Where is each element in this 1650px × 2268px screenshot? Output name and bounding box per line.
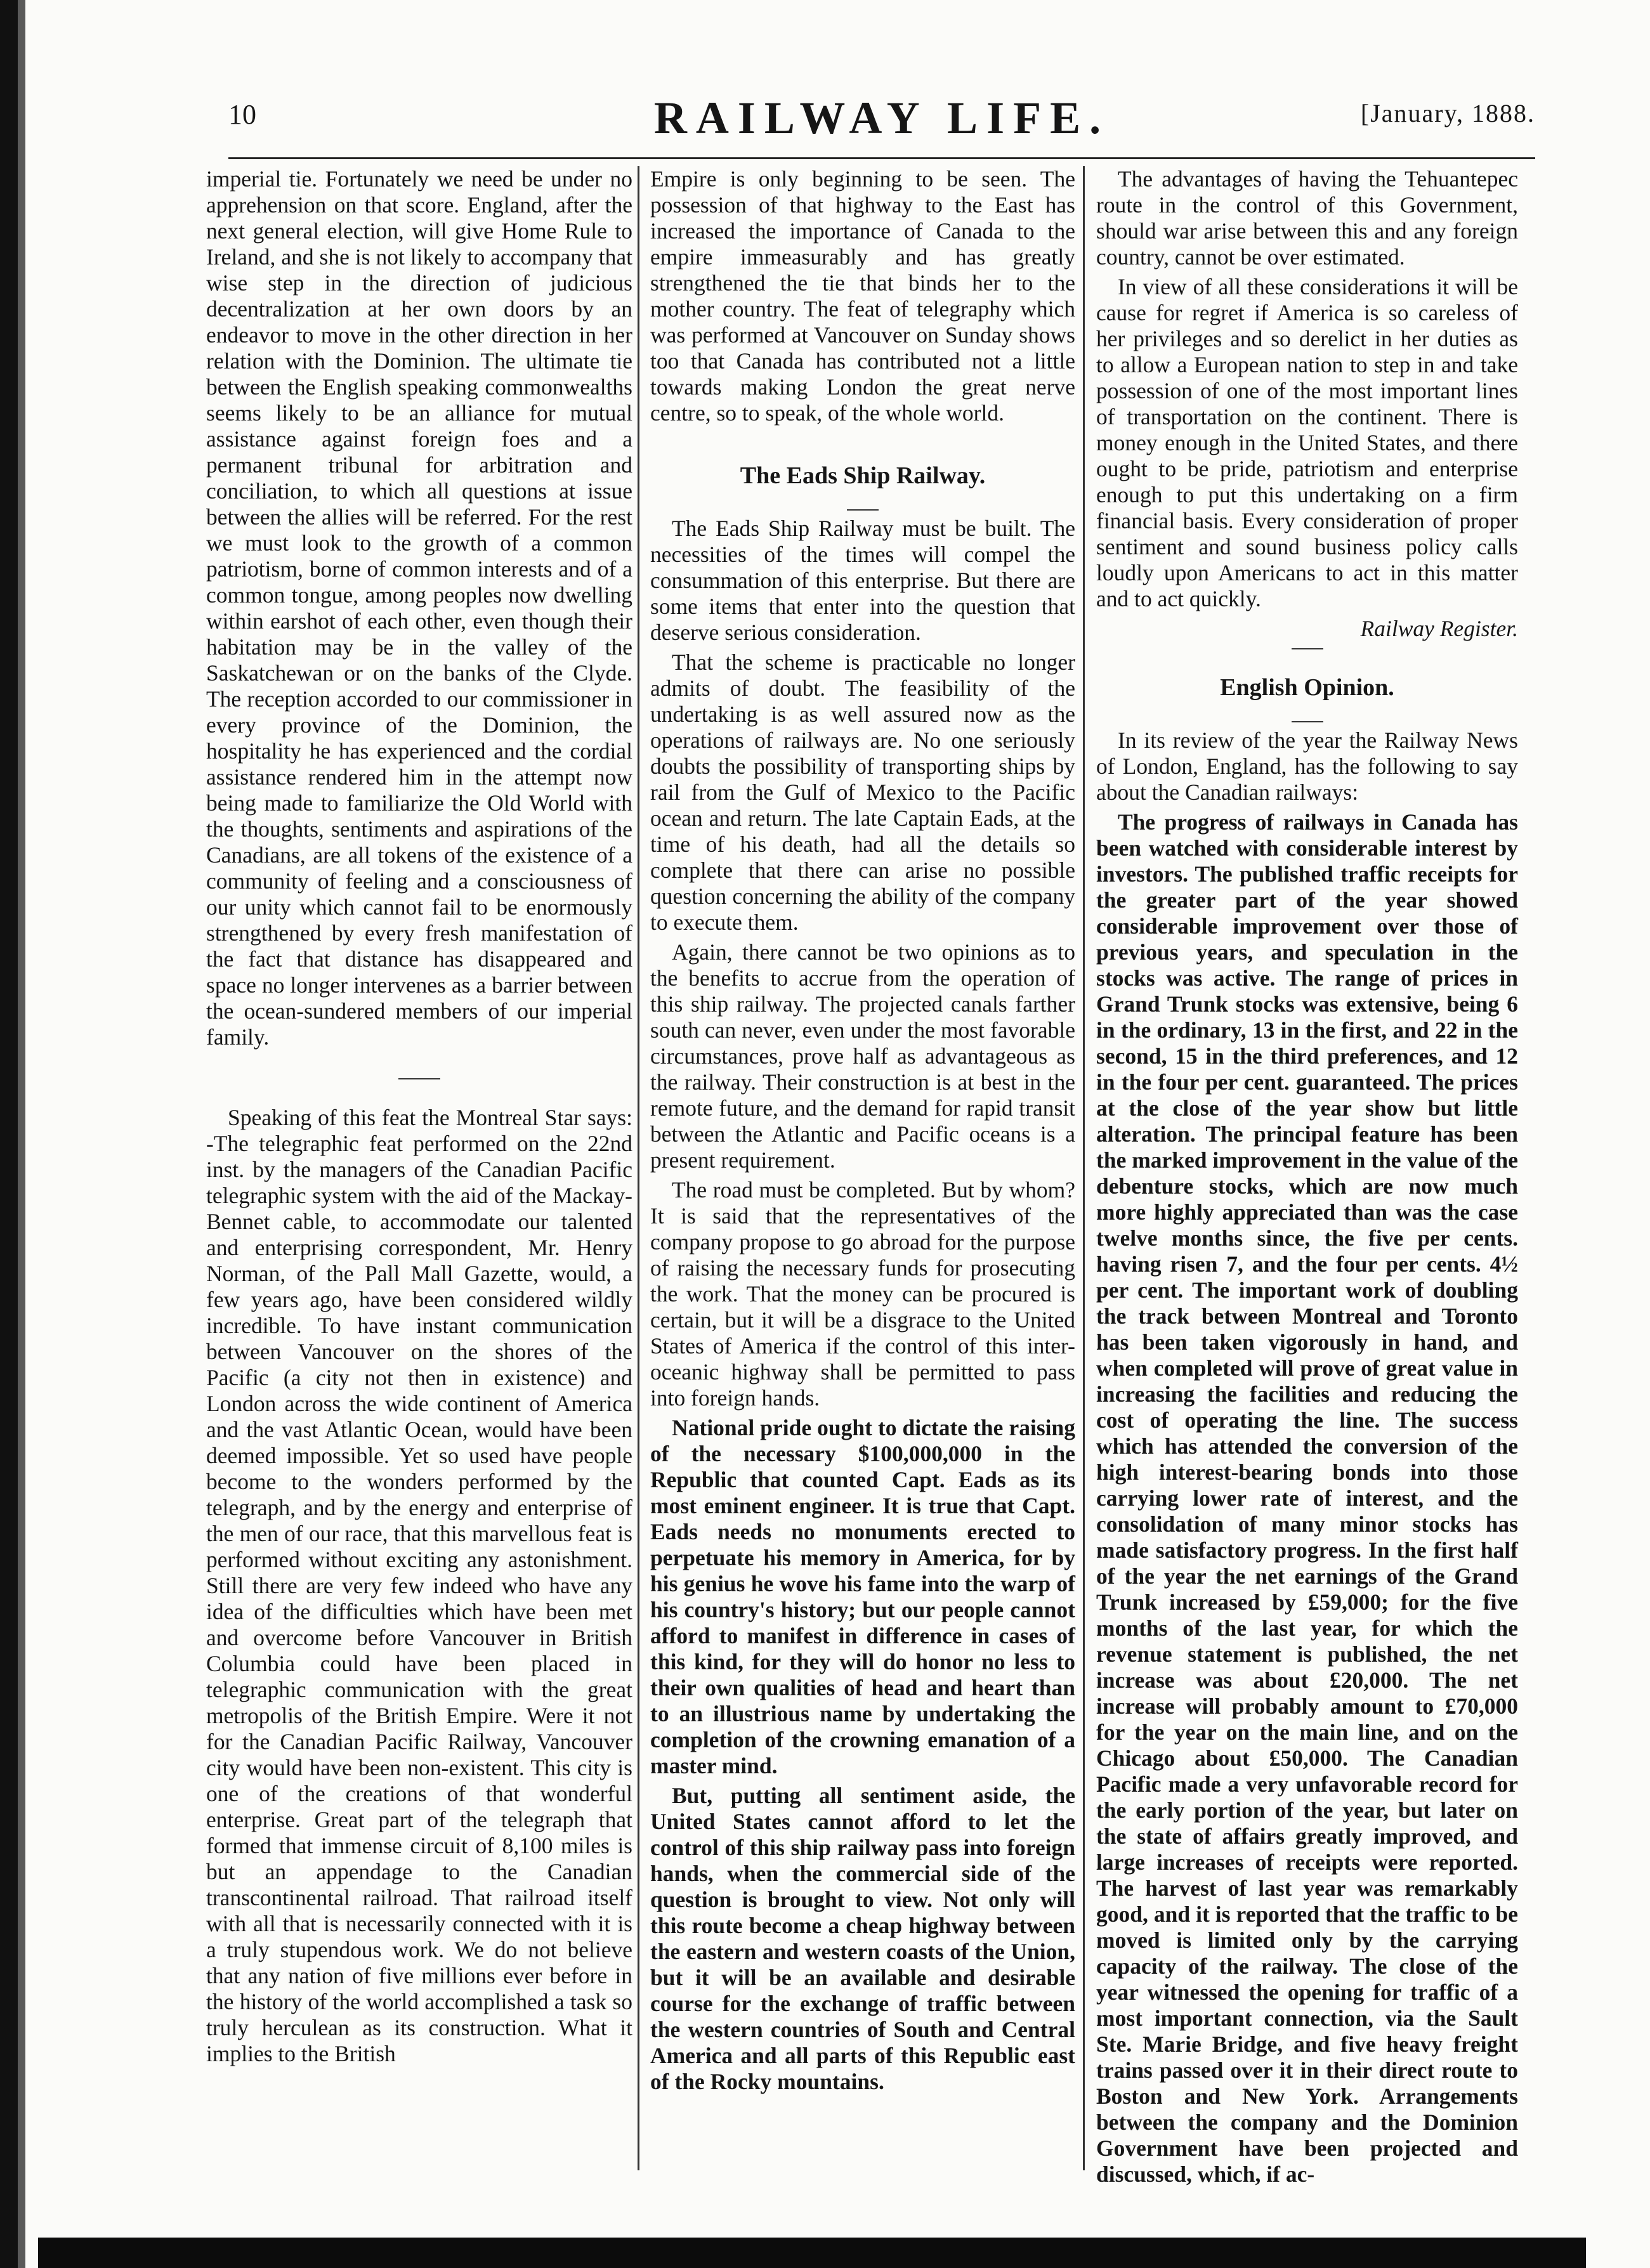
article-paragraph: In view of all these considerations it will be cause for regret if America is so careless of her privileges and so derelict in her duties as to allow a European nation to step in and take possession of one of the most important lines of transportation on the continent. There is money enough in the United States, and there ought to be pride, patriotism and enterprise enough to put this undertaking on a firm financial basis. Every consideration of proper sentiment and sound business policy calls loudly upon Americans to act in this matter and to act quickly. <box>1096 274 1518 611</box>
article-paragraph: imperial tie. Fortunately we need be under no apprehension on that score. England, after the next general election, will give Home Rule to Ireland, and she is not likely to accompany that wise step in the direction of judicious decentralization at her own doors by an endeavor to move in the other direction in her relation with the Dominion. The ultimate tie between the English speaking commonwealths seems likely to be an alliance for mutual assistance against foreign foes and a permanent tribunal for arbitration and conciliation, to which all questions at issue between the allies will be referred. For the rest we must look to the growth of a common patriotism, borne of common interests and of a common tongue, among peoples now dwelling within earshot of each other, even though their habitation may be in the valley of the Saskatchewan or on the banks of the Clyde. The reception accorded to our commissioner in every province of the Dominion, the hospitality he has experienced and the cordial assistance rendered him in the attempt now being made to familiarize the Old World with the thoughts, sentiments and aspirations of the Canadians, are all tokens of the existence of a community of feeling and a consciousness of our unity which cannot fail to be enormously strengthened by every fresh manifestation of the fact that distance has disappeared and space no longer intervenes as a barrier between the ocean-sundered members of our imperial family. <box>206 166 632 1050</box>
article-paragraph: In its review of the year the Railway News of London, England, has the following to say about the Canadian railways: <box>1096 727 1518 805</box>
article-paragraph: Empire is only beginning to be seen. The possession of that highway to the East has increased the importance of Canada to the empire immeasurably and has greatly strengthened the tie that binds her to the mother country. The feat of telegraphy which was performed at Vancouver on Sunday shows too that Canada has contributed not a little towards making London the great nerve centre, so to speak, of the whole world. <box>650 166 1075 426</box>
heading-rule <box>847 509 879 511</box>
article-heading: The Eads Ship Railway. <box>740 462 986 489</box>
scan-edge-bottom <box>38 2238 1586 2268</box>
article-paragraph: The road must be completed. But by whom? It is said that the representatives of the company propose to go abroad for the purpose of raising the necessary funds for prosecuting the work. That the money can be procured is certain, but it will be a disgrace to the United States of America if the control of this inter-oceanic highway shall be permitted to pass into foreign hands. <box>650 1177 1075 1411</box>
scan-edge-left <box>0 0 18 2268</box>
article-paragraph: Again, there cannot be two opinions as to the benefits to accrue from the operation of this ship railway. The projected canals farther south can never, even under the most favorable circumstances, prove half as advantageous as the railway. Their construction is at best in the remote future, and the demand for rapid transit between the Atlantic and Pacific oceans is a present requirement. <box>650 939 1075 1173</box>
column-divider-2 <box>1083 166 1085 2170</box>
article-source: Railway Register. <box>1360 616 1518 641</box>
column-1 <box>206 166 632 2071</box>
column-divider-1 <box>638 166 639 2170</box>
masthead-title: RAILWAY LIFE. <box>653 93 1110 143</box>
article-paragraph: The Eads Ship Railway must be built. The necessities of the times will compel the consummation of this enterprise. But there are some items that enter into the question that deserve serious consideration. <box>650 516 1075 645</box>
column-3 <box>1096 166 1518 2191</box>
article-paragraph: That the scheme is practicable no longer admits of doubt. The feasibility of the undertaking is as well assured now as the operations of railways are. No one seriously doubts the possibility of transporting ships by rail from the Gulf of Mexico to the Pacific ocean and return. The late Captain Eads, at the time of his death, had all the details so complete that there can arise no possible question concerning the ability of the company to execute them. <box>650 649 1075 935</box>
article-heading: English Opinion. <box>1220 674 1394 701</box>
article-paragraph: National pride ought to dictate the raising of the necessary $100,000,000 in the Republic that counted Capt. Eads as its most eminent engineer. It is true that Capt. Eads needs no monuments erected to perpetuate his memory in America, for by his genius he wove his fame into the warp of his country's history; but our people cannot afford to manifest in difference in cases of this kind, for they will do honor no less to their own qualities of head and heart than to an illustrious name by undertaking the completion of the crowning emanation of a master mind. <box>650 1415 1075 1778</box>
article-paragraph: But, putting all sentiment aside, the United States cannot afford to let the control of this ship railway pass into foreign hands, when the commercial side of the question is brought to view. Not only will this route become a cheap highway between the eastern and western coasts of the Union, but it will be an available and desirable course for the exchange of traffic between the western countries of South and Central America and all parts of this Republic east of the Rocky mountains. <box>650 1783 1075 2094</box>
section-separator <box>1292 648 1323 649</box>
page-header <box>228 92 1535 149</box>
article-paragraph: The advantages of having the Tehuantepec route in the control of this Government, should war arise between this and any foreign country, cannot be over estimated. <box>1096 166 1518 270</box>
article-paragraph: The progress of railways in Canada has been watched with considerable interest by investors. The published traffic receipts for the greater part of the year showed considerable improvement over those of previous years, and speculation in the stocks was active. The range of prices in Grand Trunk stocks was extensive, being 6 in the ordinary, 13 in the first, and 22 in the second, 15 in the third preferences, and 12 in the four per cent. guaranteed. The prices at the close of the year show but little alteration. The principal feature has been the marked improvement in the value of the debenture stocks, which are now much more highly appreciated than was the case twelve months since, the five per cents. having risen 7, and the four per cents. 4½ per cent. The important work of doubling the track between Montreal and Toronto has been taken vigorously in hand, and when completed will prove of great value in increasing the facilities and reducing the cost of operating the line. The success which has attended the conversion of the high interest-bearing bonds into those carrying lower rate of interest, and the consolidation of many minor stocks has made satisfactory progress. In the first half of the year the net earnings of the Grand Trunk increased by £59,000; for the five months of the last year, for which the revenue statement is published, the net increase was about £20,000. The net increase will probably amount to £70,000 for the year on the main line, and on the Chicago about £50,000. The Canadian Pacific made a very unfavorable record for the early portion of the year, but later on the state of affairs greatly improved, and large increases of receipts were reported. The harvest of last year was remarkably good, and it is reported that the traffic to be moved is limited only by the carrying capacity of the railway. The close of the year witnessed the opening for traffic of a most important connection, via the Sault Ste. Marie Bridge, and five heavy freight trains passed over it in their direct route to Boston and New York. Arrangements between the company and the Dominion Government have been projected and discussed, which, if ac- <box>1096 809 1518 2187</box>
column-2 <box>650 166 1075 2099</box>
issue-date: [January, 1888. <box>1360 99 1535 127</box>
article-paragraph: Speaking of this feat the Montreal Star says: -The telegraphic feat performed on the 22nd inst. by the managers of the Canadian Pacific telegraphic system with the aid of the Mackay-Bennet cable, to accommodate our talented and enterprising correspondent, Mr. Henry Norman, of the Pall Mall Gazette, would, a few years ago, have been considered wildly incredible. To have instant communication between Vancouver on the shores of the Pacific (a city not then in existence) and London across the wide continent of America and the vast Atlantic Ocean, would have been deemed impossible. Yet so used have people become to the wonders performed by the telegraph, and by the energy and enterprise of the men of our race, that this marvellous feat is performed without exciting any astonishment. Still there are very few indeed who have any idea of the difficulties which have been met and overcome before Vancouver in British Columbia could have been placed in telegraphic communication with the great metropolis of the British Empire. Were it not for the Canadian Pacific Railway, Vancouver city would have been non-existent. This city is one of the creations of that wonderful enterprise. Great part of the telegraph that formed that immense circuit of 8,100 miles is but an appendage to the Canadian transcontinental railroad. That railroad itself with all that is necessarily connected with it is a truly stupendous work. We do not believe that any nation of five millions ever before in the history of the world accomplished a task so truly herculean as its construction. What it implies to the British <box>206 1105 632 2066</box>
section-separator <box>398 1078 440 1079</box>
scan-edge-left-shadow <box>18 0 25 2268</box>
page-number: 10 <box>228 99 256 130</box>
heading-rule <box>1292 721 1323 722</box>
header-rule <box>228 157 1535 159</box>
